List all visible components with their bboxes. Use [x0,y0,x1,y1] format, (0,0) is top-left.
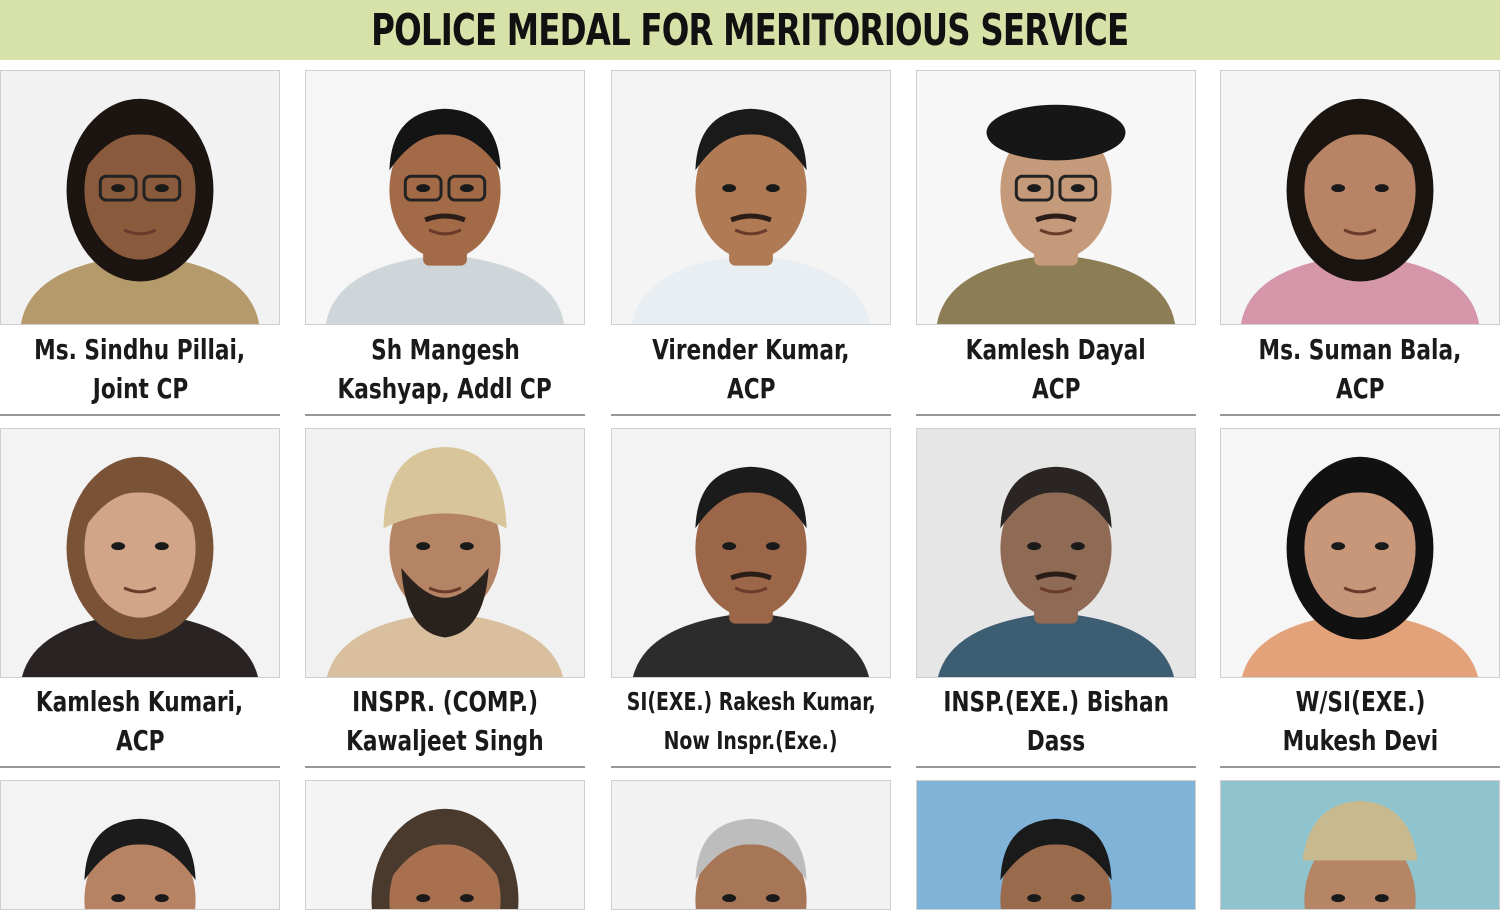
officer-name-line1: Virender Kumar, [652,333,850,366]
officer-name-line1: Ms. Suman Bala, [1258,333,1462,366]
officer-caption [305,684,585,768]
officer-name-line2: ACP [1031,372,1081,405]
officer-caption [0,684,280,768]
officer-name-line2: Kashyap, Addl CP [337,372,553,405]
officer-caption [611,332,891,416]
officer-caption [305,332,585,416]
officer-photo [611,70,891,325]
officer-name-line2: Joint CP [92,372,188,405]
officer-name-line1: Sh Mangesh [370,333,520,366]
officer-photo [1220,70,1500,325]
officer-photo [305,70,585,325]
officer-photo [916,780,1196,910]
officer-photo [611,428,891,678]
officer-photo [0,780,280,910]
officer-name-line1: Ms. Sindhu Pillai, [34,333,246,366]
officer-photo [1220,780,1500,910]
officer-photo [916,428,1196,678]
officer-name-line2: Kawaljeet Singh [346,724,544,757]
officer-name-line2: ACP [726,372,776,405]
officer-photo [1220,428,1500,678]
officer-caption [0,332,280,416]
officer-caption [916,684,1196,768]
officer-caption [1220,684,1500,768]
officer-photo [0,428,280,678]
officer-photo [305,780,585,910]
officer-name-line1: INSP.(EXE.) Bishan [943,685,1169,718]
officer-name-line1: W/SI(EXE.) [1295,685,1425,718]
officer-name-line1: SI(EXE.) Rakesh Kumar, [626,687,876,716]
officer-name-line2: Mukesh Devi [1282,724,1438,757]
officer-name-line2: Dass [1026,724,1086,757]
officer-photo [0,70,280,325]
page-title: POLICE MEDAL FOR MERITORIOUS SERVICE [371,4,1129,56]
officer-photo [305,428,585,678]
officer-name-line2: ACP [1335,372,1385,405]
officer-name-line2: Now Inspr.(Exe.) [664,726,838,755]
officer-caption [1220,332,1500,416]
title-banner [0,0,1500,60]
officer-caption [916,332,1196,416]
officer-name-line1: Kamlesh Dayal [966,333,1146,366]
officer-photo [611,780,891,910]
officer-name-line2: ACP [115,724,165,757]
officer-caption [611,684,891,768]
officer-name-line1: Kamlesh Kumari, [36,685,244,718]
officer-name-line1: INSPR. (COMP.) [352,685,538,718]
officer-photo [916,70,1196,325]
